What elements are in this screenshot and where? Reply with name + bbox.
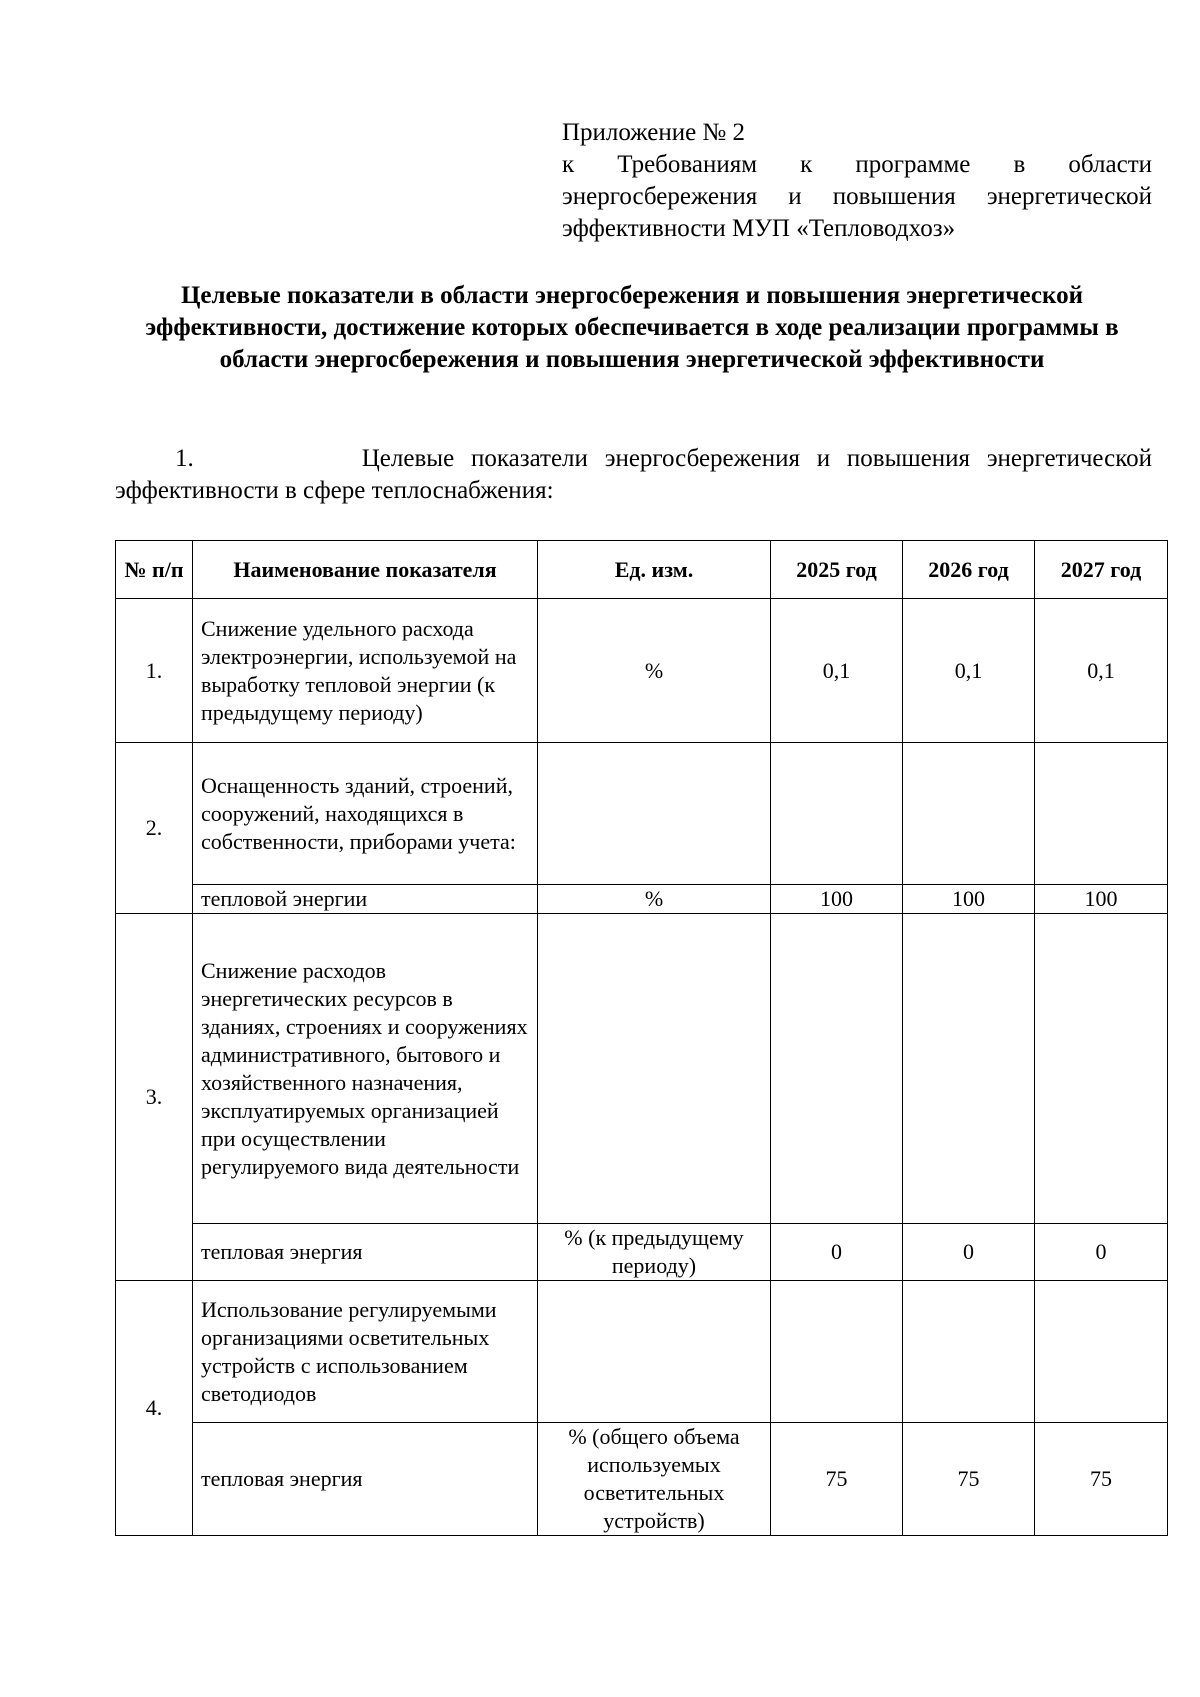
row-num: 1.	[116, 599, 193, 743]
header-2026: 2026 год	[903, 541, 1035, 599]
row-value-2025	[771, 914, 903, 1224]
row-num: 3.	[116, 914, 193, 1281]
appendix-line: к Требованиям к программе в области	[562, 151, 1152, 178]
appendix-line: энергосбережения и повышения энергетической	[562, 183, 1152, 210]
row-value-2026	[903, 1281, 1035, 1423]
indicators-table	[115, 540, 1168, 1536]
subrow-value-2027: 100	[1035, 885, 1168, 914]
row-num: 2.	[116, 743, 193, 914]
row-unit	[538, 1281, 771, 1423]
table-row	[116, 599, 1168, 743]
subrow-name: тепловой энергии	[193, 885, 538, 914]
row-unit	[538, 743, 771, 885]
table-header-row	[116, 541, 1168, 599]
subrow-name: тепловая энергия	[193, 1423, 538, 1536]
table-subrow	[116, 1423, 1168, 1536]
row-name: Снижение удельного расхода электроэнергии, используемой на выработку тепловой энергии (к предыдущему периоду)	[193, 599, 538, 743]
intro-text: Целевые показатели энергосбережения и повышения энергетической	[361, 445, 1152, 472]
row-num: 4.	[116, 1281, 193, 1536]
row-value-2026	[903, 743, 1035, 885]
subrow-value-2027: 75	[1035, 1423, 1168, 1536]
row-value-2027: 0,1	[1035, 599, 1168, 743]
subrow-value-2025: 0	[771, 1224, 903, 1281]
header-name: Наименование показателя	[193, 541, 538, 599]
header-num: № п/п	[116, 541, 193, 599]
row-value-2026: 0,1	[903, 599, 1035, 743]
subrow-unit: %	[538, 885, 771, 914]
subrow-value-2025: 100	[771, 885, 903, 914]
subrow-value-2026: 75	[903, 1423, 1035, 1536]
document-title: Целевые показатели в области энергосбережения и повышения энергетической эффективности, достижение которых обеспечивается в ходе реализации программы в области энергосбережения и повышения энергетической эффективности	[145, 282, 1119, 373]
row-value-2025	[771, 1281, 903, 1423]
subrow-value-2025: 75	[771, 1423, 903, 1536]
row-unit	[538, 914, 771, 1224]
table-row	[116, 743, 1168, 885]
table-row	[116, 1281, 1168, 1423]
row-name: Использование регулируемыми организациями осветительных устройств с использованием светодиодов	[193, 1281, 538, 1423]
row-value-2026	[903, 914, 1035, 1224]
table-subrow	[116, 885, 1168, 914]
subrow-name: тепловая энергия	[193, 1224, 538, 1281]
row-value-2025: 0,1	[771, 599, 903, 743]
subrow-value-2026: 0	[903, 1224, 1035, 1281]
appendix-number: Приложение № 2	[562, 119, 746, 146]
intro-line: эффективности в сфере теплоснабжения:	[115, 477, 554, 504]
row-value-2027	[1035, 1281, 1168, 1423]
row-unit: %	[538, 599, 771, 743]
header-2027: 2027 год	[1035, 541, 1168, 599]
table-row	[116, 914, 1168, 1224]
header-2025: 2025 год	[771, 541, 903, 599]
table-subrow	[116, 1224, 1168, 1281]
intro-line	[115, 443, 1152, 475]
appendix-line: эффективности МУП «Тепловодхоз»	[562, 215, 956, 242]
row-value-2027	[1035, 743, 1168, 885]
row-name: Снижение расходов энергетических ресурсов в зданиях, строениях и сооружениях административного, бытового и хозяйственного назначения, эксплуатируемых организацией при осуществлении регулируемого вида деятельности	[193, 914, 538, 1224]
intro-number: 1.	[175, 445, 194, 472]
row-name: Оснащенность зданий, строений, сооружений, находящихся в собственности, приборами учета:	[193, 743, 538, 885]
subrow-unit: % (к предыдущему периоду)	[538, 1224, 771, 1281]
subrow-value-2026: 100	[903, 885, 1035, 914]
row-value-2027	[1035, 914, 1168, 1224]
intro-paragraph	[115, 443, 1152, 507]
appendix-header	[562, 117, 1152, 245]
subrow-unit: % (общего объема используемых осветительных устройств)	[538, 1423, 771, 1536]
row-value-2025	[771, 743, 903, 885]
header-unit: Ед. изм.	[538, 541, 771, 599]
subrow-value-2027: 0	[1035, 1224, 1168, 1281]
